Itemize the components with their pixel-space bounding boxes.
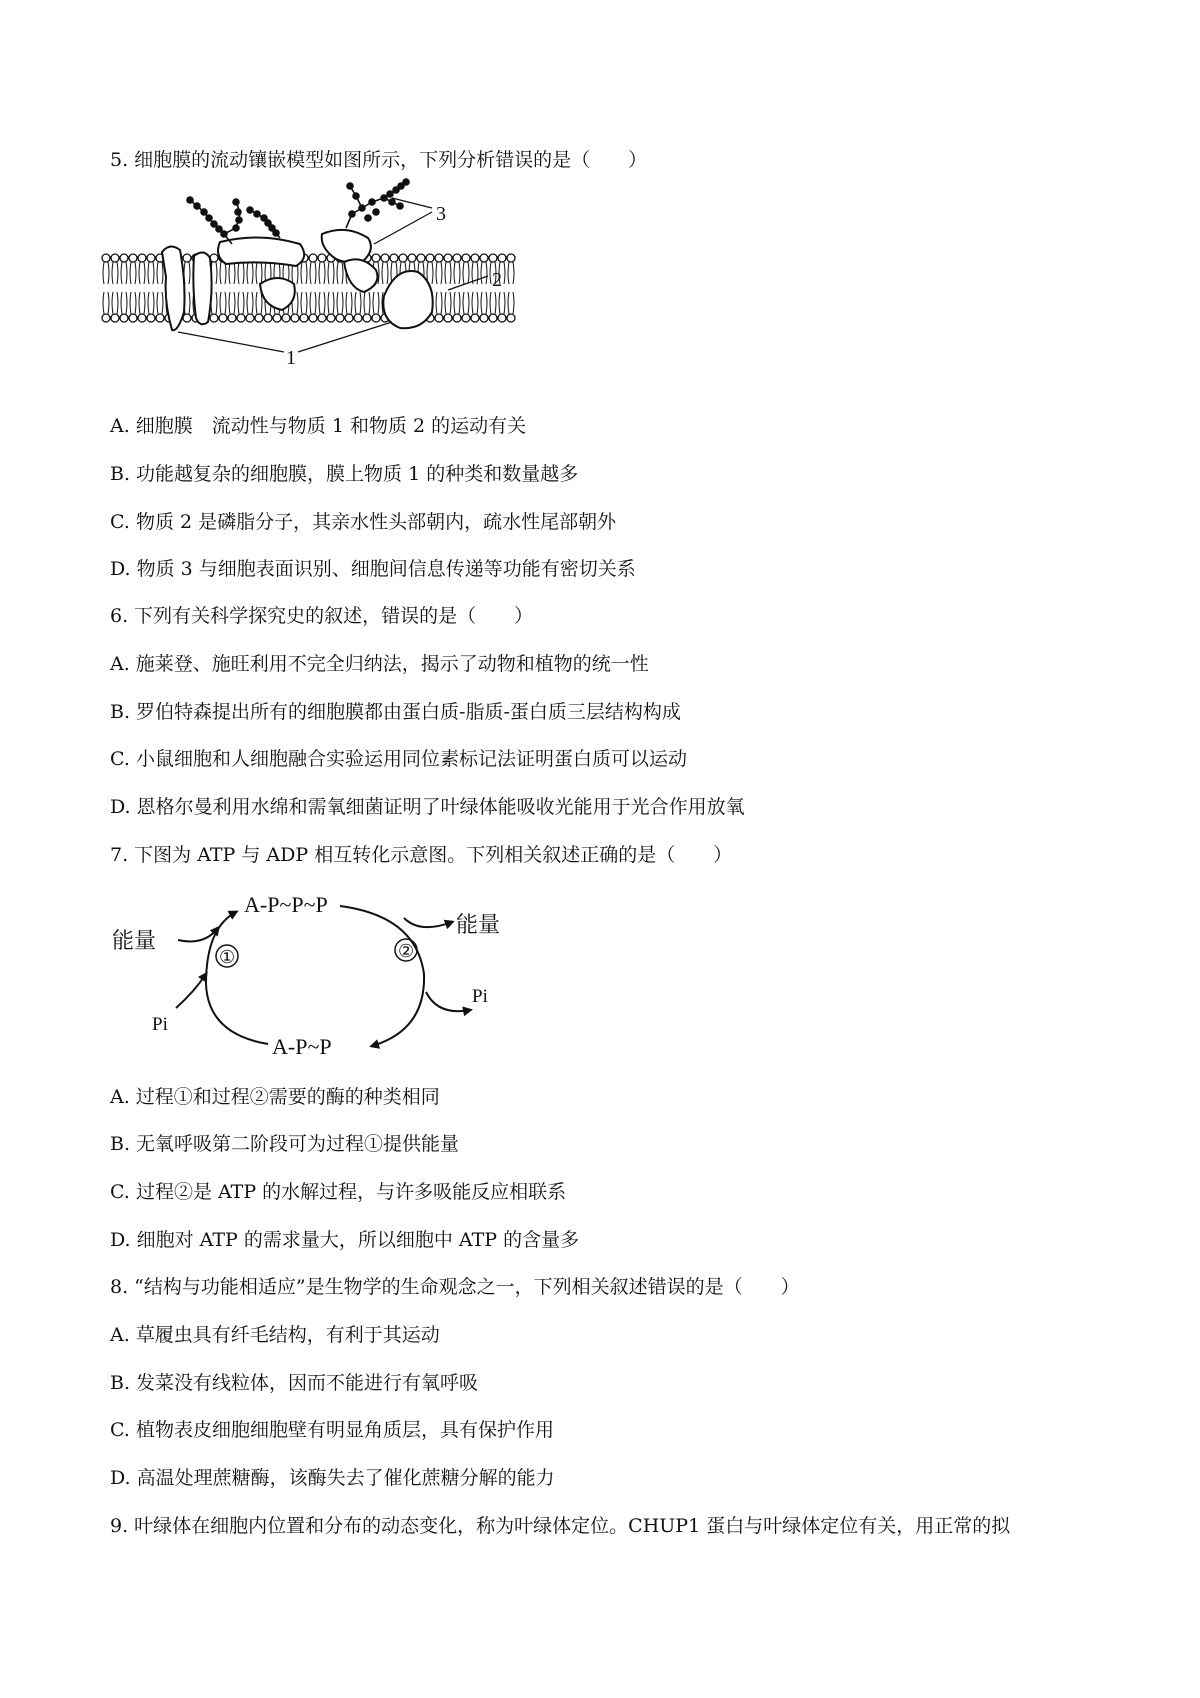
q6-option-a: A. 施莱登、施旺利用不完全归纳法，揭示了动物和植物的统一性 bbox=[110, 653, 649, 675]
q6-option-c: C. 小鼠细胞和人细胞融合实验运用同位素标记法证明蛋白质可以运动 bbox=[110, 748, 687, 770]
q8-stem: 8. “结构与功能相适应”是生物学的生命观念之一，下列相关叙述错误的是（ ） bbox=[110, 1276, 800, 1298]
process-2-label: ② bbox=[398, 941, 415, 961]
q8-option-b: B. 发菜没有线粒体，因而不能进行有氧呼吸 bbox=[110, 1372, 479, 1394]
pi-out-label: Pi bbox=[472, 986, 488, 1007]
label-1: 1 bbox=[286, 347, 296, 369]
q9-stem: 9. 叶绿体在细胞内位置和分布的动态变化，称为叶绿体定位。CHUP1 蛋白与叶绿体定位有关，用正常的拟 bbox=[110, 1515, 1011, 1537]
energy-in-label: 能量 bbox=[112, 928, 157, 953]
atp-adp-cycle-diagram bbox=[108, 888, 528, 1068]
q7-option-d: D. 细胞对 ATP 的需求量大，所以细胞中 ATP 的含量多 bbox=[110, 1229, 580, 1251]
glycoprotein-chains bbox=[187, 179, 409, 244]
q6-option-b: B. 罗伯特森提出所有的细胞膜都由蛋白质-脂质-蛋白质三层结构构成 bbox=[110, 701, 681, 723]
q5-stem: 5. 细胞膜的流动镶嵌模型如图所示，下列分析错误的是（ ） bbox=[110, 149, 648, 171]
adp-label: A-P~P bbox=[272, 1034, 332, 1059]
atp-label: A-P~P~P bbox=[244, 892, 328, 917]
label-3: 3 bbox=[436, 203, 446, 225]
membrane-diagram bbox=[100, 172, 540, 372]
q7-option-b: B. 无氧呼吸第二阶段可为过程①提供能量 bbox=[110, 1133, 460, 1155]
q8-option-c: C. 植物表皮细胞细胞壁有明显角质层，具有保护作用 bbox=[110, 1419, 554, 1441]
energy-out-label: 能量 bbox=[456, 912, 501, 937]
q5-option-d: D. 物质 3 与细胞表面识别、细胞间信息传递等功能有密切关系 bbox=[110, 558, 636, 580]
q6-stem: 6. 下列有关科学探究史的叙述，错误的是（ ） bbox=[110, 605, 534, 627]
q6-option-d: D. 恩格尔曼利用水绵和需氧细菌证明了叶绿体能吸收光能用于光合作用放氧 bbox=[110, 796, 745, 818]
pi-in-label: Pi bbox=[152, 1014, 168, 1035]
q5-option-a: A. 细胞膜 流动性与物质 1 和物质 2 的运动有关 bbox=[110, 415, 527, 437]
q7-option-a: A. 过程①和过程②需要的酶的种类相同 bbox=[110, 1086, 440, 1108]
q8-option-a: A. 草履虫具有纤毛结构，有利于其运动 bbox=[110, 1324, 440, 1346]
q8-option-d: D. 高温处理蔗糖酶，该酶失去了催化蔗糖分解的能力 bbox=[110, 1467, 555, 1489]
phospholipid-heads-inner bbox=[102, 314, 515, 322]
process-1-label: ① bbox=[219, 947, 236, 967]
q5-option-c: C. 物质 2 是磷脂分子，其亲水性头部朝内，疏水性尾部朝外 bbox=[110, 511, 617, 533]
label-2: 2 bbox=[492, 269, 502, 291]
q7-stem: 7. 下图为 ATP 与 ADP 相互转化示意图。下列相关叙述正确的是（ ） bbox=[110, 844, 733, 866]
q7-option-c: C. 过程②是 ATP 的水解过程，与许多吸能反应相联系 bbox=[110, 1181, 567, 1203]
q5-option-b: B. 功能越复杂的细胞膜，膜上物质 1 的种类和数量越多 bbox=[110, 463, 579, 485]
